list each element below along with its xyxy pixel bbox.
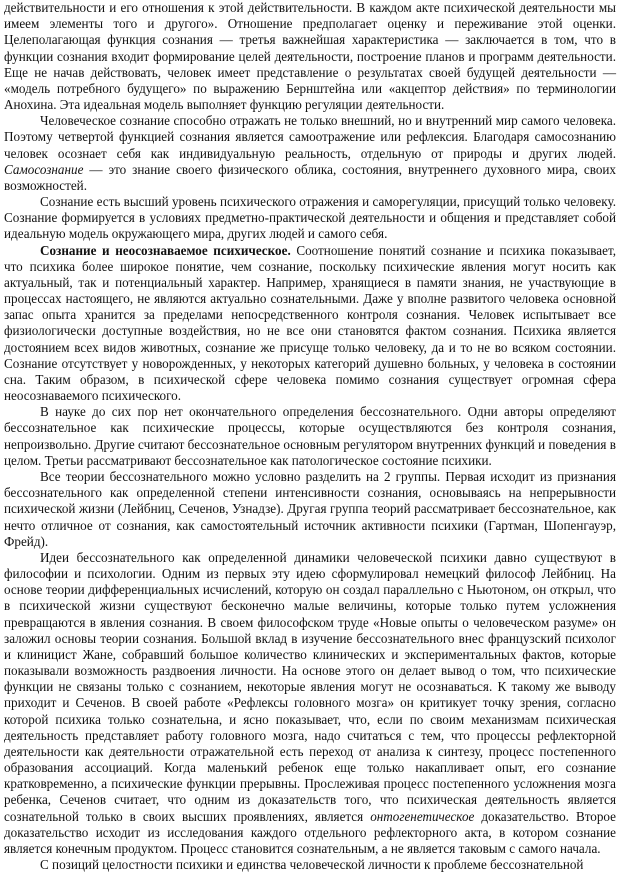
emphasized-term: онтогенетическое (370, 808, 475, 824)
paragraph-text: Все теории бессознательного можно условно разделить на 2 группы. Первая исходит из признания бессознательного как определенной степени интенсивности сознания, основываясь на непрерывности психической жизни (Лейбниц, Сеченов, Узнадзе). Другая группа теорий рассматривает бессознательное, как нечто отличное от сознания, как самостоятельный источник активности психики (Гартман, Шопенгауэр, Фрейд). (4, 468, 616, 549)
paragraph-text: В науке до сих пор нет окончательного определения бессознательного. Одни авторы определяют бессознательное как психические процессы, которые осуществляются без контроля сознания, непроизвольно. Другие считают бессознательное основным регулятором внутренних функций и поведения в целом. Третьи рассматривают бессознательное как патологическое состояние психики. (4, 404, 616, 468)
paragraph (4, 194, 616, 243)
paragraph-text: доказательство. Второе доказательство исходит из исследования каждого отдельного рефлекторного акта, в котором сознание является конечным продуктом. Процесс становится сознательным, а не является таковым с самого начала. (4, 808, 616, 856)
paragraph-text: Сознание есть высший уровень психического отражения и саморегуляции, присущий только человеку. Сознание формируется в условиях предметно-практической деятельности и общения и представляет собой идеальную модель окружающего мира, других людей и самого себя. (4, 194, 616, 242)
paragraph (4, 469, 616, 550)
section-heading: Сознание и неосознаваемое психическое. (40, 242, 291, 258)
paragraph (4, 404, 616, 469)
paragraph (4, 113, 616, 194)
paragraph (4, 0, 616, 113)
emphasized-term: Самосознание (4, 161, 84, 177)
paragraph-text: действительности и его отношения к этой действительности. В каждом акте психической деятельности мы имеем элементы того и другого». Отношение предполагает оценку и переживание этой оценки. Целеполагающая функция сознания — третья важнейшая характеристика — заключается в том, что в функции сознания входит формирование целей деятельности, построение планов и программ деятельности. Еще не начав действовать, человек имеет представление о результатах своей будущей деятельности — «модель потребного будущего» по выражению Бернштейна или «акцептор действия» по терминологии Анохина. Эта идеальная модель выполняет функцию регуляции деятельности. (4, 0, 616, 113)
paragraph-text: Соотношение понятий сознание и психика показывает, что психика более широкое понятие, чем сознание, поскольку психические явления могут носить как актуальный, так и потенциальный характер. Например, хранящиеся в памяти знания, не участвующие в процессах настоящего, не являются актуально сознательными. Даже у вполне развитого человека основной запас опыта хранится за пределами непосредственного контроля сознания. Человек испытывает все физиологически доступные воздействия, но не все они становятся фактом сознания. Психика является достоянием всех видов животных, сознание же присуще только человеку, да и то не во всяком состоянии. Сознание отсутствует у новорожденных, у некоторых категорий душевно больных, у человека в состоянии сна. Таким образом, в психической сфере человека помимо сознания существует огромная сфера неосознаваемого психического. (4, 242, 616, 404)
paragraph-text: С позиций целостности психики и единства человеческой личности к проблеме бессознательной (40, 857, 584, 873)
paragraph (4, 243, 616, 405)
paragraph (4, 550, 616, 857)
body-text (4, 0, 616, 873)
paragraph (4, 857, 616, 873)
paragraph-text: Человеческое сознание способно отражать не только внешний, но и внутренний мир самого человека. Поэтому четвертой функцией сознания является самоотражение или рефлексия. Благодаря самосознанию человек осознает себя как индивидуальную реальность, отдельную от природы и других людей. (4, 113, 616, 161)
paragraph-text: Идеи бессознательного как определенной динамики человеческой психики давно существуют в философии и психологии. Одним из первых эту идею сформулировал немецкий философ Лейбниц. На основе теории дифференциальных исчислений, которую он создал параллельно с Ньютоном, он открыл, что в психической жизни существуют бесконечно малые величины, которые только путем усложнения превращаются в явления сознания. В своем философском труде «Новые опыты о человеческом разуме» он заложил основы теории сознания. Большой вклад в изучение бессознательного внес французский психолог и клиницист Жане, собравший большое количество клинических и экспериментальных фактов, которые показывали возможность раздвоения личности. На основе этого он делает вывод о том, что психические функции не связаны только с сознанием, некоторые явления могут не осознаваться. К такому же выводу приходит и Сеченов. В своей работе «Рефлексы головного мозга» он критикует точку зрения, согласно которой психика только сознательна, и ясно показывает, что, если по своим механизмам психическая деятельность представляет работу головного мозга, надо считаться с тем, что процессы рефлекторной деятельности как деятельности отражательной есть переход от анализа к синтезу, процесс постепенного образования ассоциаций. Когда маленький ребенок еще только накапливает опыт, его сознание кратковременно, а психические функции прерывны. Прослеживая процесс постепенного усложнения мозга ребенка, Сеченов считает, что одним из доказательств того, что психическая деятельность является сознательной только в своих высших проявлениях, является (4, 549, 616, 824)
paragraph-text: — это знание своего физического облика, состояния, внутреннего духовного мира, своих возможностей. (4, 161, 616, 193)
